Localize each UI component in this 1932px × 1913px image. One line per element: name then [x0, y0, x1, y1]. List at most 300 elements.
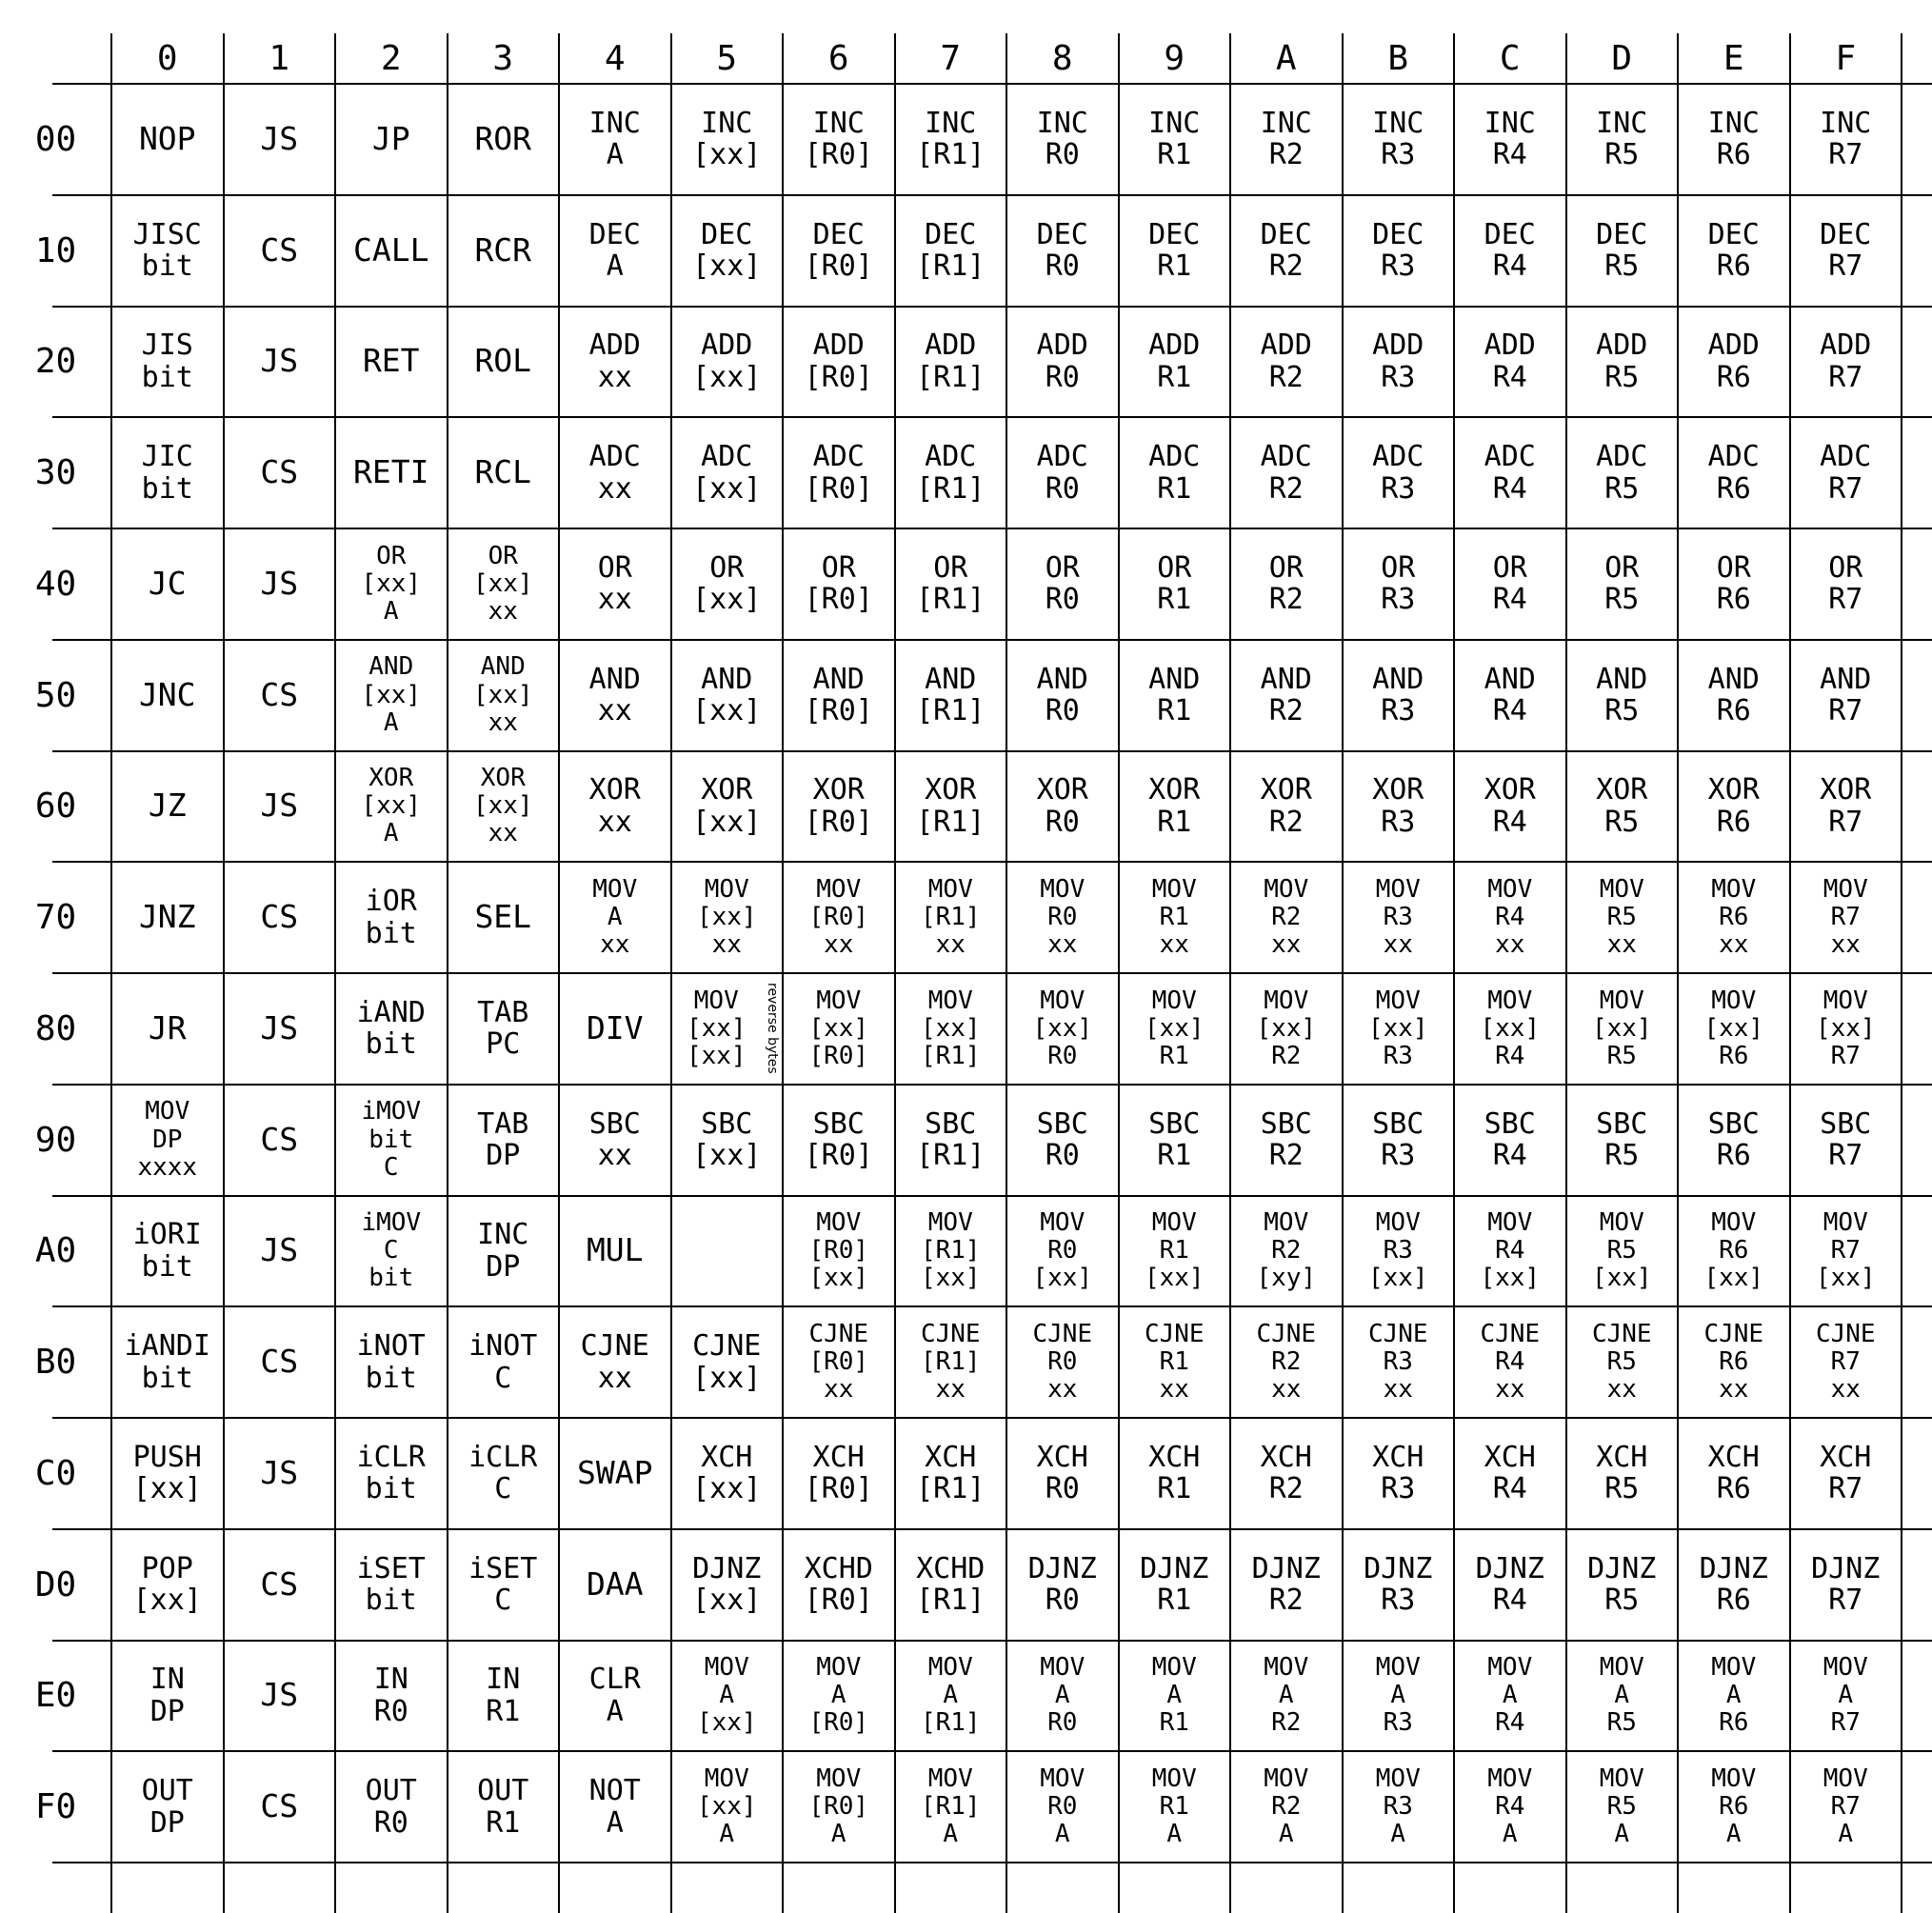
mnemonic: XCH: [1036, 1440, 1088, 1474]
operand: [xx]: [686, 1041, 747, 1070]
mnemonic: XOR: [1372, 773, 1424, 807]
operand: [xx]: [1032, 1264, 1093, 1293]
operand: A: [1054, 1681, 1070, 1710]
opcode-cell-1a: [1230, 195, 1343, 307]
mnemonic: DEC: [1484, 217, 1536, 251]
mnemonic: MOV: [927, 986, 973, 1015]
opcode-cell-5a: [1230, 640, 1343, 751]
mnemonic: OR: [1157, 550, 1192, 585]
mnemonic: MOV: [1822, 1764, 1868, 1793]
opcode-cell-6a: [1230, 751, 1343, 863]
opcode-cell-80: [111, 973, 224, 1085]
mnemonic: CS: [260, 1120, 299, 1158]
operand: A: [719, 1681, 735, 1710]
operand: R3: [1383, 1347, 1413, 1377]
operand: R1: [1159, 1792, 1189, 1822]
opcode-cell-b2: [335, 1306, 448, 1418]
mnemonic: MOV: [1151, 986, 1197, 1015]
row-header-c0: C0: [34, 1453, 77, 1493]
grid-horizontal-line: [52, 639, 1932, 641]
mnemonic: CS: [260, 1343, 299, 1381]
opcode-cell-26: [783, 307, 895, 418]
operand: [R1]: [920, 903, 981, 932]
operand: R5: [1604, 1472, 1640, 1506]
operand: bit: [368, 1264, 414, 1293]
opcode-cell-75: [671, 862, 784, 973]
opcode-cell-1d: [1566, 195, 1679, 307]
opcode-cell-72: [335, 862, 448, 973]
operand: PC: [486, 1027, 521, 1062]
mnemonic: OR: [1268, 550, 1304, 585]
mnemonic: INC: [1148, 106, 1201, 140]
opcode-cell-76: [783, 862, 895, 973]
operand: xx: [824, 1375, 854, 1405]
operand: [R1]: [916, 694, 986, 728]
mnemonic: DEC: [1036, 217, 1088, 251]
opcode-cell-a7: [895, 1196, 1007, 1307]
column-header-4: 4: [604, 39, 626, 78]
operand: [xx]: [696, 1792, 757, 1822]
operand: R3: [1381, 1139, 1416, 1173]
opcode-cell-53: [448, 640, 560, 751]
opcode-cell-dc: [1454, 1529, 1566, 1641]
mnemonic: ADD: [925, 329, 977, 363]
operand: [R0]: [808, 1708, 869, 1738]
mnemonic: SBC: [1372, 1106, 1424, 1141]
mnemonic: ADC: [1036, 440, 1088, 474]
operand: R3: [1381, 694, 1416, 728]
opcode-cell-e5: [671, 1641, 784, 1752]
opcode-cell-5d: [1566, 640, 1679, 751]
operand: R4: [1495, 1236, 1525, 1265]
operand: R4: [1492, 249, 1527, 284]
opcode-cell-87: [895, 973, 1007, 1085]
operand: [R1]: [916, 360, 986, 394]
operand: [xx]: [692, 1361, 762, 1395]
opcode-cell-90: [111, 1085, 224, 1196]
operand: xx: [597, 360, 632, 394]
mnemonic: INC: [1596, 106, 1648, 140]
operand: R2: [1271, 1347, 1302, 1377]
opcode-cell-7e: [1678, 862, 1790, 973]
operand: R6: [1716, 805, 1751, 839]
mnemonic: CJNE: [1815, 1319, 1876, 1348]
mnemonic: SBC: [1148, 1106, 1201, 1141]
mnemonic: OR: [933, 550, 968, 585]
operand: [xx]: [692, 249, 762, 284]
opcode-cell-48: [1006, 528, 1119, 640]
mnemonic: ADD: [588, 329, 641, 363]
mnemonic: INC: [1036, 106, 1088, 140]
column-header-8: 8: [1051, 39, 1073, 78]
mnemonic: AND: [368, 652, 414, 682]
operand: [R1]: [916, 138, 986, 172]
mnemonic: DEC: [1148, 217, 1201, 251]
mnemonic: MOV: [927, 1208, 973, 1238]
operand: R1: [1157, 694, 1192, 728]
mnemonic: SBC: [1260, 1106, 1312, 1141]
mnemonic: MOV: [1151, 874, 1197, 904]
operand: bit: [365, 1361, 417, 1395]
opcode-cell-e8: [1006, 1641, 1119, 1752]
opcode-cell-92: [335, 1085, 448, 1196]
row-header-90: 90: [34, 1120, 77, 1160]
opcode-cell-06: [783, 84, 895, 195]
mnemonic: OR: [1492, 550, 1527, 585]
opcode-cell-16: [783, 195, 895, 307]
operand: [R0]: [804, 471, 873, 506]
grid-horizontal-line: [52, 306, 1932, 308]
mnemonic: ADD: [1148, 329, 1201, 363]
operand: R2: [1268, 360, 1304, 394]
opcode-cell-c8: [1006, 1418, 1119, 1529]
opcode-cell-ee: [1678, 1641, 1790, 1752]
opcode-cell-0e: [1678, 84, 1790, 195]
mnemonic: SBC: [1596, 1106, 1648, 1141]
opcode-cell-30: [111, 417, 224, 528]
mnemonic: CJNE: [580, 1329, 649, 1364]
mnemonic: MOV: [1151, 1764, 1197, 1793]
opcode-cell-bf: [1790, 1306, 1902, 1418]
operand: R2: [1271, 1792, 1302, 1822]
opcode-cell-47: [895, 528, 1007, 640]
opcode-cell-19: [1119, 195, 1231, 307]
mnemonic: ROL: [474, 342, 532, 380]
mnemonic: XOR: [1148, 773, 1201, 807]
opcode-cell-8e: [1678, 973, 1790, 1085]
operand: xx: [1719, 930, 1749, 960]
opcode-cell-d2: [335, 1529, 448, 1641]
opcode-cell-d0: [111, 1529, 224, 1641]
operand: R1: [1159, 1347, 1189, 1377]
mnemonic: DEC: [1596, 217, 1648, 251]
mnemonic: MOV: [1151, 1208, 1197, 1238]
opcode-cell-9d: [1566, 1085, 1679, 1196]
operand: A: [607, 903, 623, 932]
opcode-cell-9e: [1678, 1085, 1790, 1196]
operand: [xx]: [692, 138, 762, 172]
mnemonic: ADC: [1820, 440, 1872, 474]
opcode-cell-1f: [1790, 195, 1902, 307]
opcode-cell-64: [559, 751, 671, 863]
mnemonic: XCH: [1596, 1440, 1648, 1474]
operand: R4: [1492, 1139, 1527, 1173]
mnemonic: XOR: [925, 773, 977, 807]
mnemonic: XOR: [812, 773, 865, 807]
opcode-cell-34: [559, 417, 671, 528]
operand: R6: [1719, 1708, 1749, 1738]
mnemonic: MOV: [1375, 1208, 1421, 1238]
operand: A: [1278, 1820, 1294, 1849]
mnemonic: MOV: [1487, 1764, 1533, 1793]
grid-horizontal-line: [52, 750, 1932, 752]
operand: A: [383, 819, 399, 848]
opcode-cell-00: [111, 84, 224, 195]
operand: xx: [488, 819, 518, 848]
operand: A: [1166, 1820, 1183, 1849]
opcode-cell-28: [1006, 307, 1119, 418]
operand: [R0]: [808, 1792, 869, 1822]
operand: [R1]: [916, 1584, 986, 1618]
opcode-cell-66: [783, 751, 895, 863]
mnemonic: ADD: [1707, 329, 1760, 363]
mnemonic: MOV: [1375, 986, 1421, 1015]
mnemonic: JNC: [138, 675, 196, 713]
opcode-cell-dd: [1566, 1529, 1679, 1641]
mnemonic: DEC: [1372, 217, 1424, 251]
operand: R7: [1828, 471, 1863, 506]
mnemonic: AND: [1707, 662, 1760, 696]
mnemonic: RCL: [474, 453, 532, 491]
row-header-10: 10: [34, 230, 77, 270]
opcode-cell-f7: [895, 1751, 1007, 1863]
mnemonic: iCLR: [356, 1440, 426, 1474]
operand: bit: [141, 1361, 193, 1395]
opcode-cell-18: [1006, 195, 1119, 307]
opcode-cell-35: [671, 417, 784, 528]
mnemonic: JNZ: [138, 898, 196, 936]
opcode-cell-24: [559, 307, 671, 418]
mnemonic: MOV: [1711, 1653, 1757, 1683]
opcode-cell-08: [1006, 84, 1119, 195]
mnemonic: AND: [1372, 662, 1424, 696]
mnemonic: CJNE: [1480, 1319, 1541, 1348]
operand: R2: [1268, 1139, 1304, 1173]
mnemonic: iNOT: [356, 1329, 426, 1364]
mnemonic: DEC: [701, 217, 753, 251]
operand: A: [1502, 1820, 1518, 1849]
operand: [xy]: [1256, 1264, 1317, 1293]
operand: R3: [1383, 1792, 1413, 1822]
opcode-cell-fc: [1454, 1751, 1566, 1863]
opcode-cell-4d: [1566, 528, 1679, 640]
operand: [xx]: [686, 1013, 747, 1043]
opcode-cell-89: [1119, 973, 1231, 1085]
mnemonic: MOV: [1599, 1764, 1644, 1793]
operand: A: [606, 1694, 624, 1728]
opcode-cell-56: [783, 640, 895, 751]
opcode-cell-f2: [335, 1751, 448, 1863]
opcode-cell-f0: [111, 1751, 224, 1863]
operand: xx: [597, 805, 632, 839]
operand: R1: [1157, 1139, 1192, 1173]
operand: R5: [1604, 694, 1640, 728]
operand: A: [1390, 1820, 1406, 1849]
mnemonic: CALL: [353, 230, 429, 269]
operand: [xx]: [1591, 1264, 1652, 1293]
opcode-cell-ae: [1678, 1196, 1790, 1307]
operand: R0: [1045, 583, 1080, 617]
opcode-cell-6b: [1343, 751, 1455, 863]
operand: R6: [1716, 1139, 1751, 1173]
mnemonic: MOV: [1264, 1208, 1309, 1238]
operand: [xx]: [808, 1264, 869, 1293]
mnemonic: ADD: [1260, 329, 1312, 363]
opcode-cell-5c: [1454, 640, 1566, 751]
operand: R1: [1157, 471, 1192, 506]
opcode-cell-44: [559, 528, 671, 640]
operand: [xx]: [361, 680, 422, 709]
grid-horizontal-line: [52, 861, 1932, 863]
mnemonic: ADC: [1484, 440, 1536, 474]
mnemonic: iNOT: [468, 1329, 538, 1364]
opcode-cell-11: [224, 195, 336, 307]
operand: A: [943, 1820, 959, 1849]
operand: R0: [1045, 138, 1080, 172]
operand: R0: [1045, 1139, 1080, 1173]
mnemonic: MOV: [145, 1097, 190, 1126]
operand: R6: [1716, 360, 1751, 394]
opcode-cell-ea: [1230, 1641, 1343, 1752]
mnemonic: CJNE: [1032, 1319, 1093, 1348]
opcode-cell-e4: [559, 1641, 671, 1752]
opcode-cell-50: [111, 640, 224, 751]
opcode-cell-52: [335, 640, 448, 751]
operand: R6: [1719, 1041, 1749, 1070]
mnemonic: XOR: [1707, 773, 1760, 807]
opcode-cell-c9: [1119, 1418, 1231, 1529]
opcode-cell-fe: [1678, 1751, 1790, 1863]
mnemonic: MOV: [704, 1653, 749, 1683]
mnemonic: INC: [1484, 106, 1536, 140]
operand: xx: [1047, 930, 1078, 960]
operand: A: [1054, 1820, 1070, 1849]
operand: R7: [1830, 1347, 1861, 1377]
operand: R6: [1716, 1472, 1751, 1506]
opcode-cell-2a: [1230, 307, 1343, 418]
operand: C: [383, 1236, 399, 1265]
operand: R1: [1159, 1041, 1189, 1070]
operand: R5: [1604, 805, 1640, 839]
mnemonic: OUT: [365, 1774, 417, 1808]
opcode-cell-b7: [895, 1306, 1007, 1418]
mnemonic: CJNE: [1703, 1319, 1764, 1348]
operand: bit: [365, 1472, 417, 1506]
operand: R0: [1047, 1792, 1078, 1822]
mnemonic: PUSH: [132, 1440, 202, 1474]
operand: DP: [486, 1249, 521, 1284]
mnemonic: RETI: [353, 453, 429, 491]
opcode-cell-63: [448, 751, 560, 863]
mnemonic: JS: [260, 119, 299, 157]
operand: [xx]: [696, 903, 757, 932]
opcode-cell-15: [671, 195, 784, 307]
opcode-cell-10: [111, 195, 224, 307]
operand: R3: [1381, 360, 1416, 394]
opcode-cell-da: [1230, 1529, 1343, 1641]
operand: R0: [1045, 1584, 1080, 1618]
operand: xx: [488, 707, 518, 737]
mnemonic: MOV: [1599, 1208, 1644, 1238]
mnemonic: AND: [480, 652, 526, 682]
opcode-cell-b4: [559, 1306, 671, 1418]
opcode-cell-f5: [671, 1751, 784, 1863]
operand: R1: [486, 1694, 521, 1728]
operand: [xx]: [692, 1139, 762, 1173]
mnemonic: RET: [362, 342, 420, 380]
mnemonic: ADD: [1484, 329, 1536, 363]
opcode-cell-97: [895, 1085, 1007, 1196]
mnemonic: ADD: [1036, 329, 1088, 363]
opcode-cell-db: [1343, 1529, 1455, 1641]
opcode-cell-2b: [1343, 307, 1455, 418]
operand: DP: [149, 1805, 185, 1840]
operand: [xx]: [1815, 1013, 1876, 1043]
mnemonic: SBC: [1036, 1106, 1088, 1141]
opcode-cell-ca: [1230, 1418, 1343, 1529]
mnemonic: IN: [486, 1663, 521, 1697]
opcode-cell-fa: [1230, 1751, 1343, 1863]
opcode-cell-22: [335, 307, 448, 418]
opcode-cell-ba: [1230, 1306, 1343, 1418]
mnemonic: AND: [812, 662, 865, 696]
opcode-cell-5e: [1678, 640, 1790, 751]
column-header-d: D: [1611, 39, 1633, 78]
opcode-cell-21: [224, 307, 336, 418]
opcode-cell-cc: [1454, 1418, 1566, 1529]
mnemonic: MOV: [1822, 874, 1868, 904]
opcode-cell-2c: [1454, 307, 1566, 418]
operand: [R0]: [804, 360, 873, 394]
opcode-cell-86: [783, 973, 895, 1085]
mnemonic: XOR: [701, 773, 753, 807]
mnemonic: MOV: [927, 874, 973, 904]
row-header-d0: D0: [34, 1564, 77, 1604]
operand: [R0]: [804, 138, 873, 172]
operand: R1: [486, 1805, 521, 1840]
operand: A: [606, 1805, 624, 1840]
mnemonic: AND: [1820, 662, 1872, 696]
opcode-cell-0c: [1454, 84, 1566, 195]
mnemonic: DJNZ: [692, 1551, 762, 1585]
opcode-cell-0a: [1230, 84, 1343, 195]
opcode-cell-13: [448, 195, 560, 307]
opcode-cell-09: [1119, 84, 1231, 195]
opcode-cell-f8: [1006, 1751, 1119, 1863]
opcode-cell-cb: [1343, 1418, 1455, 1529]
mnemonic: ADD: [1820, 329, 1872, 363]
opcode-cell-f4: [559, 1751, 671, 1863]
opcode-cell-07: [895, 84, 1007, 195]
mnemonic: SBC: [701, 1106, 753, 1141]
opcode-cell-a3: [448, 1196, 560, 1307]
operand: R4: [1492, 138, 1527, 172]
mnemonic: iCLR: [468, 1440, 538, 1474]
opcode-cell-eb: [1343, 1641, 1455, 1752]
opcode-cell-85: [671, 973, 784, 1085]
operand: R7: [1828, 138, 1863, 172]
opcode-cell-41: [224, 528, 336, 640]
operand: R5: [1604, 249, 1640, 284]
operand: [xx]: [1032, 1013, 1093, 1043]
operand: xx: [597, 694, 632, 728]
mnemonic: SBC: [812, 1106, 865, 1141]
mnemonic: OR: [1604, 550, 1640, 585]
mnemonic: DIV: [586, 1008, 644, 1046]
opcode-cell-70: [111, 862, 224, 973]
mnemonic: XCH: [1372, 1440, 1424, 1474]
mnemonic: RCR: [474, 230, 532, 269]
mnemonic: MOV: [704, 1764, 749, 1793]
mnemonic: CS: [260, 453, 299, 491]
mnemonic: XCH: [1820, 1440, 1872, 1474]
mnemonic: JISC: [132, 217, 202, 251]
opcode-cell-74: [559, 862, 671, 973]
opcode-cell-b9: [1119, 1306, 1231, 1418]
operand: R6: [1719, 1792, 1749, 1822]
operand: [R0]: [808, 1041, 869, 1070]
mnemonic: MOV: [1711, 1764, 1757, 1793]
